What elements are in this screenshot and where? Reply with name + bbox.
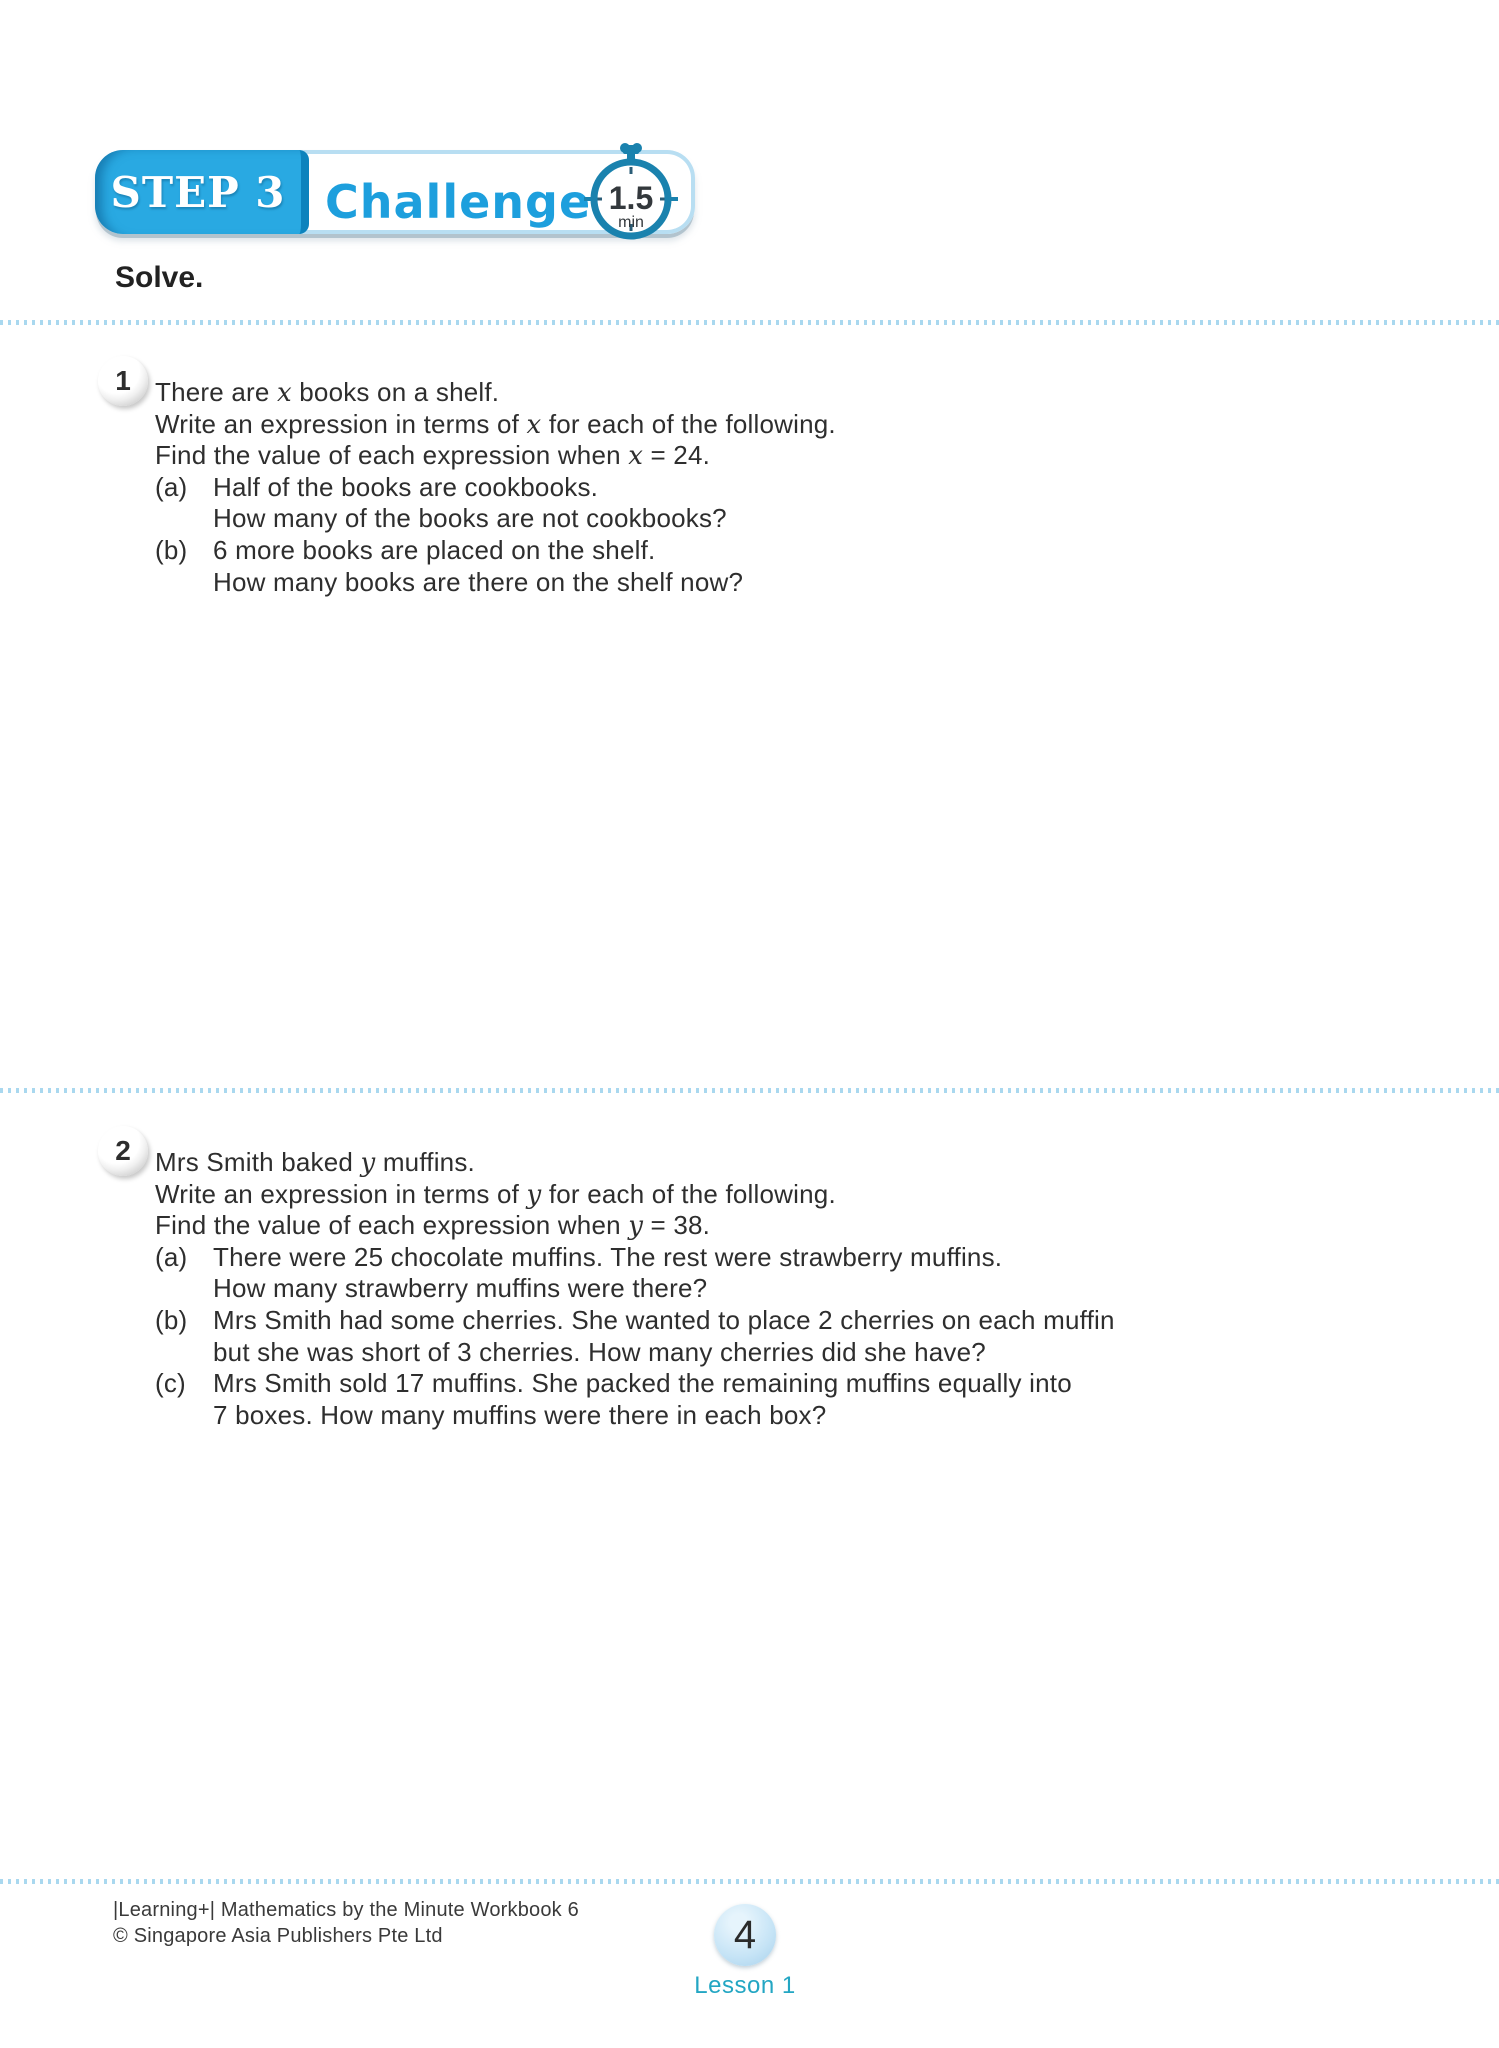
math-variable: y [360, 1148, 376, 1178]
part-label: (a) [155, 1241, 188, 1272]
footer-copyright: © Singapore Asia Publishers Pte Ltd [113, 1925, 443, 1947]
text-segment: Find the value of each expression when [155, 1210, 629, 1241]
text-segment: muffins. [375, 1147, 475, 1177]
page-number-badge: 4 [714, 1904, 776, 1966]
part-label: (a) [155, 471, 188, 502]
text-segment: books on a shelf. [291, 377, 500, 407]
math-variable: y [628, 1211, 644, 1242]
part-label: (b) [155, 534, 188, 565]
step-header [95, 140, 715, 250]
text-segment: Mrs Smith sold 17 muffins. She packed the remaining muffins equally into [213, 1368, 1072, 1399]
text-segment: How many of the books are not cookbooks? [213, 503, 727, 534]
timer-value: 1.5 [608, 180, 654, 216]
text-segment: How many strawberry muffins were there? [213, 1273, 708, 1304]
text-segment: Mrs Smith baked [155, 1147, 361, 1177]
timer-unit: min [618, 214, 644, 231]
text-segment: How many books are there on the shelf now? [213, 566, 744, 597]
text-segment: Write an expression in terms of [155, 1178, 527, 1209]
text-segment: Find the value of each expression when [155, 440, 629, 471]
step-label: STEP 3 [110, 167, 286, 217]
text-segment: There were 25 chocolate muffins. The rest were strawberry muffins. [213, 1241, 1003, 1272]
text-segment: for each of the following. [541, 1178, 836, 1209]
question-line [155, 1179, 1478, 1211]
question-line [155, 472, 1478, 504]
part-label: (b) [155, 1304, 188, 1335]
dotted-separator [0, 1088, 1499, 1093]
footer-book-title: |Learning+| Mathematics by the Minute Workbook 6 [113, 1899, 579, 1921]
question-line [155, 1147, 1478, 1179]
question-number-badge: 1 [98, 356, 148, 406]
text-segment: but she was short of 3 cherries. How many cherries did she have? [213, 1336, 986, 1367]
math-variable: x [628, 441, 644, 472]
question-line [155, 440, 1478, 472]
question-lines [155, 356, 1478, 598]
question-line [155, 377, 1478, 409]
question-line [155, 1337, 1478, 1369]
question-line [155, 1242, 1478, 1274]
text-segment: Write an expression in terms of [155, 408, 527, 439]
text-segment: 7 boxes. How many muffins were there in each box? [213, 1399, 827, 1430]
question-line [155, 1368, 1478, 1400]
question-line [155, 1305, 1478, 1337]
section-title: Challenge [325, 175, 592, 229]
question-line [155, 567, 1478, 599]
dotted-separator [0, 1879, 1499, 1884]
question-block-1 [98, 356, 1478, 598]
text-segment: = 38. [643, 1210, 711, 1241]
question-line [155, 1400, 1478, 1432]
question-line [155, 1210, 1478, 1242]
stopwatch-timer-icon [584, 140, 678, 242]
question-lines [155, 1126, 1478, 1431]
text-segment: = 24. [643, 440, 711, 471]
dotted-separator [0, 320, 1499, 325]
lesson-label: Lesson 1 [694, 1972, 796, 1999]
text-segment: Half of the books are cookbooks. [213, 471, 599, 502]
question-line [155, 409, 1478, 441]
text-segment: 6 more books are placed on the shelf. [213, 534, 656, 565]
text-segment: Mrs Smith had some cherries. She wanted to place 2 cherries on each muffin [213, 1304, 1115, 1335]
math-variable: y [526, 1179, 542, 1210]
text-segment: for each of the following. [541, 408, 836, 439]
question-block-2 [98, 1126, 1478, 1431]
question-line [155, 1273, 1478, 1305]
part-label: (c) [155, 1368, 186, 1399]
text-segment: There are [155, 377, 277, 407]
instruction-heading: Solve. [115, 261, 204, 294]
question-number-badge: 2 [98, 1126, 148, 1176]
question-line [155, 535, 1478, 567]
math-variable: x [276, 378, 292, 408]
question-line [155, 503, 1478, 535]
math-variable: x [526, 409, 542, 440]
step-badge [95, 150, 309, 234]
